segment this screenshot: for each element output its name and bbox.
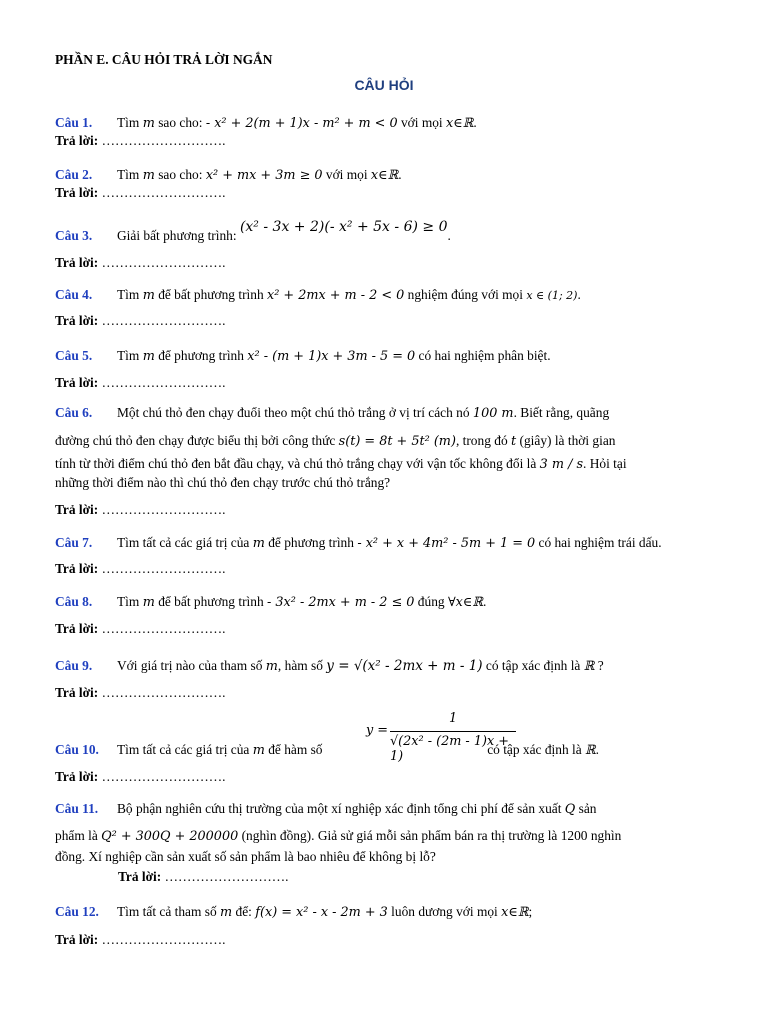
question-4: Câu 4. Tìm m để bất phương trình x² + 2mx + m - 2 < 0 nghiệm đúng với mọi x ∈ (1; 2). — [55, 287, 581, 303]
answer-line-5: Trả lời: ………………………. — [55, 375, 226, 390]
question-3: Câu 3. Giải bất phương trình: (x² - 3x + 2)(- x² + 5x - 6) ≥ 0. — [55, 219, 451, 243]
math-expression: s(t) = 8t + 5t² (m) — [338, 434, 456, 449]
page-title: CÂU HỎI — [354, 77, 414, 93]
section-heading: PHẦN E. CÂU HỎI TRẢ LỜI NGẮN — [55, 52, 273, 67]
question-11: Câu 11. Bộ phận nghiên cứu thị trường của một xí nghiệp xác định tổng chi phí để sản xuất Q sản — [55, 801, 597, 817]
math-expression: f(x) = x² - x - 2m + 3 — [255, 905, 388, 920]
question-label: Câu 12. — [55, 904, 99, 919]
answer-line-9: Trả lời: ………………………. — [55, 685, 226, 700]
question-6: Câu 6. Một chú thỏ đen chạy đuổi theo một chú thỏ trắng ở vị trí cách nó 100 m. Biết rằng, quãng — [55, 405, 610, 421]
math-expression: (x² - 3x + 2)(- x² + 5x - 6) ≥ 0 — [239, 219, 448, 235]
question-11-line-3: đồng. Xí nghiệp cần sản xuất số sản phẩm là bao nhiêu để không bị lỗ? — [55, 849, 436, 864]
answer-line-10: Trả lời: ………………………. — [55, 769, 226, 784]
question-label: Câu 8. — [55, 594, 93, 609]
answer-line-3: Trả lời: ………………………. — [55, 255, 226, 270]
question-6-line-2: đường chú thỏ đen chạy được biểu thị bởi công thức s(t) = 8t + 5t² (m), trong đó t (giây) là thời gian — [55, 433, 616, 449]
math-expression: y = √(x² - 2mx + m - 1) — [326, 658, 483, 674]
math-expression: - x² + 2(m + 1)x - m² + m < 0 — [205, 116, 398, 131]
question-12: Câu 12. Tìm tất cả tham số m để: f(x) = x² - x - 2m + 3 luôn dương với mọi x∈ℝ; — [55, 904, 533, 920]
fraction: y = 1 √(2x² - (2m - 1)x + 1) — [366, 711, 516, 755]
math-expression: - 3x² - 2mx + m - 2 ≤ 0 — [267, 595, 415, 610]
question-label: Câu 4. — [55, 287, 93, 302]
fraction-denominator: √(2x² - (2m - 1)x + 1) — [390, 734, 509, 764]
question-10: Câu 10. Tìm tất cả các giá trị của m để hàm số có tập xác định là ℝ. — [55, 742, 600, 758]
math-expression: x² + 2mx + m - 2 < 0 — [267, 288, 405, 303]
question-1: Câu 1. Tìm m sao cho: - x² + 2(m + 1)x - m² + m < 0 với mọi x∈ℝ. — [55, 115, 477, 131]
answer-line-8: Trả lời: ………………………. — [55, 621, 226, 636]
question-label: Câu 3. — [55, 228, 93, 243]
answer-line-7: Trả lời: ………………………. — [55, 561, 226, 576]
fraction-bar — [390, 731, 516, 732]
question-label: Câu 2. — [55, 167, 93, 182]
question-6-line-3: tính từ thời điểm chú thỏ đen bắt đầu chạy, và chú thỏ trắng chạy với vận tốc không đổi là 3 m / s. Hỏi tại — [55, 456, 627, 472]
question-label: Câu 5. — [55, 348, 93, 363]
question-label: Câu 7. — [55, 535, 93, 550]
question-label: Câu 1. — [55, 115, 93, 130]
answer-line-4: Trả lời: ………………………. — [55, 313, 226, 328]
question-8: Câu 8. Tìm m để bất phương trình - 3x² - 2mx + m - 2 ≤ 0 đúng ∀x∈ℝ. — [55, 594, 487, 610]
question-11-line-2: phẩm là Q² + 300Q + 200000 (nghìn đồng). Giả sử giá mỗi sản phẩm bán ra thị trường là 1200 nghìn — [55, 828, 622, 844]
answer-line-1: Trả lời: ………………………. — [55, 133, 226, 148]
fraction-numerator: 1 — [449, 711, 458, 726]
question-2: Câu 2. Tìm m sao cho: x² + mx + 3m ≥ 0 với mọi x∈ℝ. — [55, 167, 402, 183]
answer-line-12: Trả lời: ………………………. — [55, 932, 226, 947]
math-expression: x² - (m + 1)x + 3m - 5 = 0 — [247, 349, 416, 364]
question-5: Câu 5. Tìm m để phương trình x² - (m + 1)x + 3m - 5 = 0 có hai nghiệm phân biệt. — [55, 348, 551, 364]
question-7: Câu 7. Tìm tất cả các giá trị của m để phương trình - x² + x + 4m² - 5m + 1 = 0 có hai nghiệm trái dấu. — [55, 535, 662, 551]
math-expression: Q² + 300Q + 200000 — [101, 829, 239, 844]
question-label: Câu 9. — [55, 658, 93, 673]
answer-line-2: Trả lời: ………………………. — [55, 185, 226, 200]
question-6-line-4: những thời điểm nào thì chú thỏ đen chạy trước chú thỏ trắng? — [55, 475, 391, 490]
question-label: Câu 10. — [55, 742, 99, 757]
math-expression: - x² + x + 4m² - 5m + 1 = 0 — [357, 536, 536, 551]
answer-line-11: Trả lời: ………………………. — [118, 869, 289, 884]
question-9: Câu 9. Với giá trị nào của tham số m, hàm số y = √(x² - 2mx + m - 1) có tập xác định là ℝ ? — [55, 658, 604, 674]
math-expression: x² + mx + 3m ≥ 0 — [205, 168, 323, 183]
question-label: Câu 6. — [55, 405, 93, 420]
question-label: Câu 11. — [55, 801, 99, 816]
answer-line-6: Trả lời: ………………………. — [55, 502, 226, 517]
